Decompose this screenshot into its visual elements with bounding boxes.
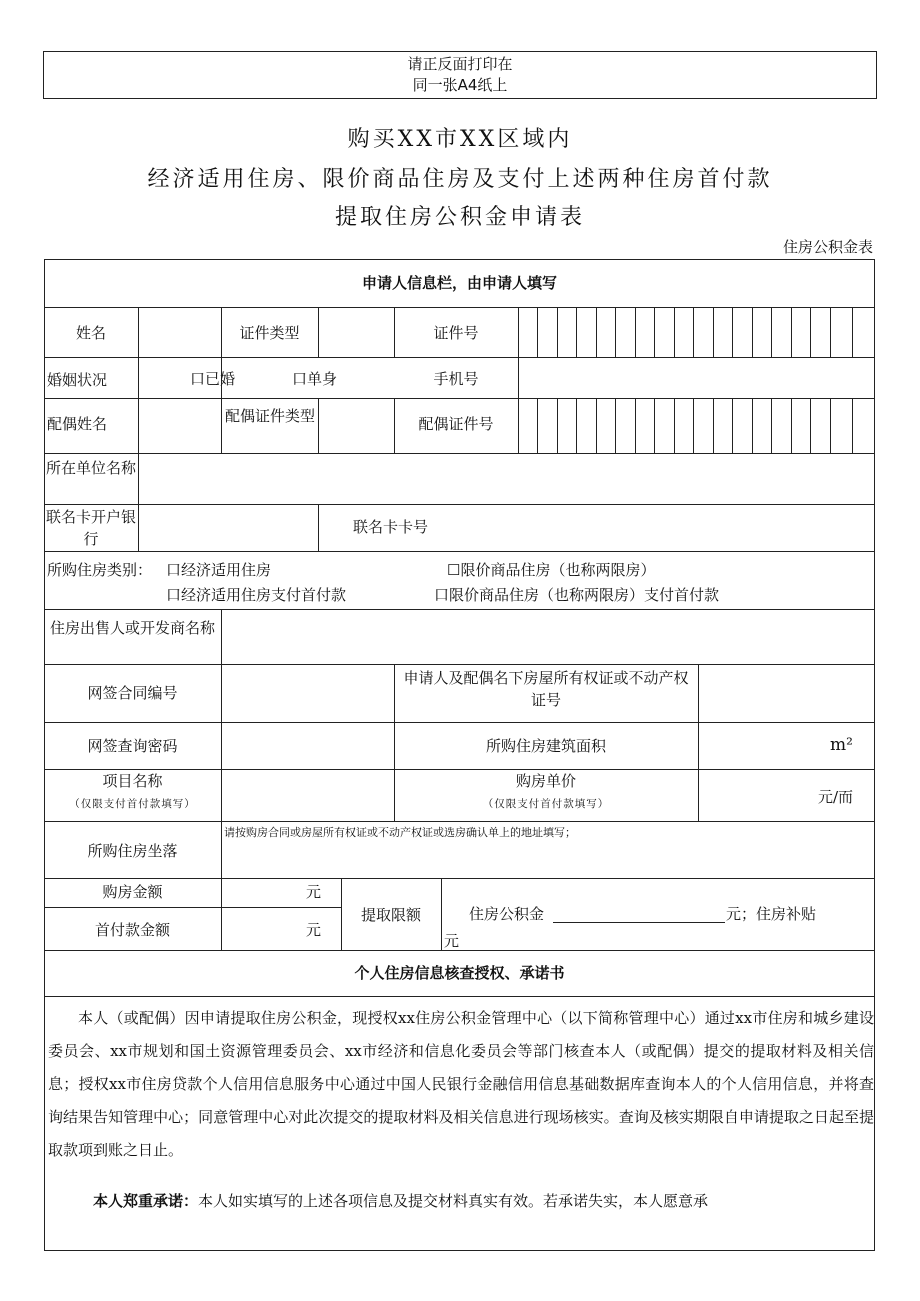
label-unit-price: 购房单价 xyxy=(515,772,576,790)
limit-fund-blank[interactable] xyxy=(553,922,725,923)
promise-line xyxy=(93,1190,708,1212)
title-line3: 提取住房公积金申请表 xyxy=(334,205,585,230)
limit-text-subsidy: 元；住房补贴 xyxy=(726,905,817,923)
label-project-note: （仅限支付首付款填写） xyxy=(69,798,196,810)
label-marital: 婚姻状况 xyxy=(47,371,108,389)
label-bank: 联名卡开户银行 xyxy=(46,508,137,548)
title-line2: 经济适用住房、限价商品住房及支付上述两种住房首付款 xyxy=(147,167,773,192)
label-purchase-amount: 购房金额 xyxy=(102,883,163,901)
option-econ[interactable]: 口经济适用住房 xyxy=(166,561,272,579)
label-cert-no: 申请人及配偶名下房屋所有权证或不动产权证号 xyxy=(403,669,689,709)
print-notice-line2: 同一张A4纸上 xyxy=(412,76,508,94)
option-single[interactable]: 口单身 xyxy=(292,370,338,388)
option-econ-down[interactable]: 口经济适用住房支付首付款 xyxy=(166,586,347,604)
label-spouse-id-type: 配偶证件类型 xyxy=(225,407,316,425)
label-limit: 提取限额 xyxy=(360,906,421,924)
label-area: 所购住房建筑面积 xyxy=(485,737,606,755)
label-contract-no: 网签合同编号 xyxy=(87,684,178,702)
unit-price-unit: 元/而 xyxy=(818,788,854,806)
promise-bold: 本人郑重承诺： xyxy=(93,1192,199,1210)
label-project: 项目名称 xyxy=(102,772,163,790)
option-married[interactable]: 口已婚 xyxy=(190,370,236,388)
limit-text-fund: 住房公积金 xyxy=(469,905,545,923)
label-house-type: 所购住房类别： xyxy=(47,561,153,579)
label-id-type: 证件类型 xyxy=(239,324,300,342)
purchase-amount-unit: 元 xyxy=(306,883,322,901)
label-employer: 所在单位名称 xyxy=(46,459,137,477)
label-id-no: 证件号 xyxy=(433,324,479,342)
option-limited[interactable]: ☐限价商品住房（也称两限房） xyxy=(447,561,656,579)
option-limited-down[interactable]: 口限价商品住房（也称两限房）支付首付款 xyxy=(434,586,720,604)
label-unit-price-note: （仅限支付首付款填写） xyxy=(482,798,610,810)
print-notice xyxy=(43,51,877,99)
label-down-amount: 首付款金额 xyxy=(94,921,170,939)
label-seller: 住房出售人或开发商名称 xyxy=(49,619,215,637)
authorization-paragraph: 本人（或配偶）因申请提取住房公积金，现授权xx住房公积金管理中心（以下简称管理中心）通过xx市住房和城乡建设委员会、xx市规划和国土资源管理委员会、xx市经济和信息化委员会等部门核查本人（或配偶）提交的提取材料及相关信息；授权xx市住房贷款个人信用信息服务中心通过中国人民银行金融信用信息基础数据库查询本人的个人信用信息，并将查询结果告知管理中心；同意管理中心对此次提交的提取材料及相关信息进行现场核实。查询及核实期限自申请提取之日起至提取款项到账之日止。 xyxy=(48,1009,874,1159)
location-hint: 请按购房合同或房屋所有权证或不动产权证或选房确认单上的地址填写； xyxy=(224,826,576,839)
form-code: 住房公积金表 xyxy=(782,238,873,256)
section2-header: 个人住房信息核查授权、承诺书 xyxy=(354,964,565,982)
label-card-no: 联名卡卡号 xyxy=(353,518,429,536)
print-notice-line1: 请正反面打印在 xyxy=(407,55,513,73)
label-name: 姓名 xyxy=(75,324,106,342)
down-amount-unit: 元 xyxy=(306,921,322,939)
label-query-pwd: 网签查询密码 xyxy=(87,737,178,755)
promise-text: 本人如实填写的上述各项信息及提交材料真实有效。若承诺失实，本人愿意承 xyxy=(198,1192,709,1210)
label-spouse-id-no: 配偶证件号 xyxy=(418,415,494,433)
label-location: 所购住房坐落 xyxy=(87,842,178,860)
limit-text-yuan: 元 xyxy=(444,932,460,950)
title-line1: 购买XX市XX区域内 xyxy=(347,127,573,152)
label-spouse-name: 配偶姓名 xyxy=(47,415,108,433)
section1-header: 申请人信息栏，由申请人填写 xyxy=(361,274,557,292)
label-phone: 手机号 xyxy=(433,370,479,388)
area-unit: m² xyxy=(830,735,853,755)
